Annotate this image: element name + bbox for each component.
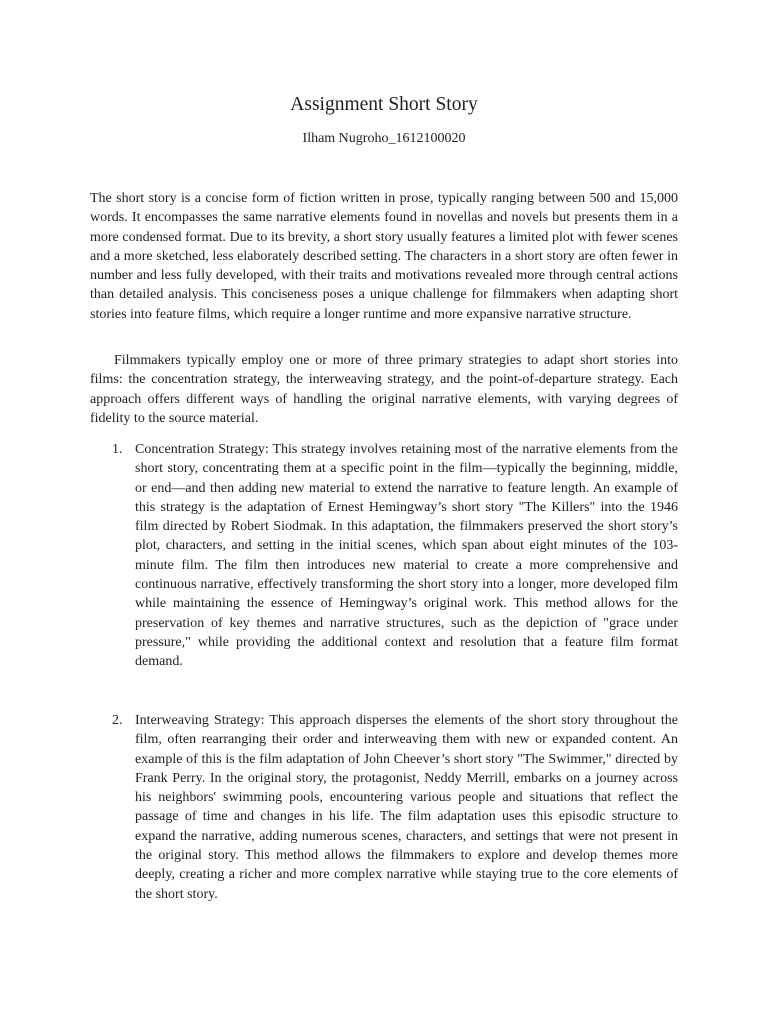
list-item-interweaving-strategy xyxy=(90,711,678,904)
list-number: 2. xyxy=(112,713,123,728)
list-item-text: Interweaving Strategy: This approach disperses the elements of the short story throughout the film, often rearranging their order and interweaving them with new or expanded content. An example of this is the film adaptation of John Cheever’s short story "The Swimmer," directed by Frank Perry. In the original story, the protagonist, Neddy Merrill, embarks on a journey across his neighbors' swimming pools, encountering various people and situations that reflect the passage of time and changes in his life. The film adaptation uses this episodic structure to expand the narrative, adding numerous scenes, characters, and settings that were not present in the original story. This method allows the filmmakers to explore and develop themes more deeply, creating a richer and more complex narrative while staying true to the core elements of the short story. xyxy=(135,713,678,902)
document-title: Assignment Short Story xyxy=(290,94,478,115)
list-item-text: Concentration Strategy: This strategy involves retaining most of the narrative elements from the short story, concentrating them at a specific point in the film—typically the beginning, middle, or end—and then adding new material to extend the narrative to feature length. An example of this strategy is the adaptation of Ernest Hemingway’s short story "The Killers" into the 1946 film directed by Robert Siodmak. In this adaptation, the filmmakers preserved the short story’s plot, characters, and setting in the initial scenes, which span about eight minutes of the 103-minute film. The film then introduces new material to create a more comprehensive and continuous narrative, effectively transforming the short story into a longer, more developed film while maintaining the essence of Hemingway’s original work. This method allows for the preservation of key themes and narrative structures, such as the depiction of "grace under pressure," while providing the additional context and resolution that a feature film format demand. xyxy=(135,442,678,670)
author-line: Ilham Nugroho_1612100020 xyxy=(302,131,466,146)
strategies-paragraph: Filmmakers typically employ one or more of three primary strategies to adapt short stories into films: the concentration strategy, the interweaving strategy, and the point-of-departure strategy. Each approach offers different ways of handling the original narrative elements, with varying degrees of fidelity to the source material. xyxy=(90,353,678,426)
intro-paragraph: The short story is a concise form of fiction written in prose, typically ranging between 500 and 15,000 words. It encompasses the same narrative elements found in novellas and novels but presents them in a more condensed format. Due to its brevity, a short story usually features a limited plot with fewer scenes and a more sketched, less elaborately described setting. The characters in a short story are often fewer in number and less fully developed, with their traits and motivations revealed more through central actions than detailed analysis. This conciseness poses a unique challenge for filmmakers when adapting short stories into feature films, which require a longer runtime and more expansive narrative structure. xyxy=(90,191,678,322)
list-item-concentration-strategy xyxy=(90,440,678,672)
list-number: 1. xyxy=(112,442,123,457)
